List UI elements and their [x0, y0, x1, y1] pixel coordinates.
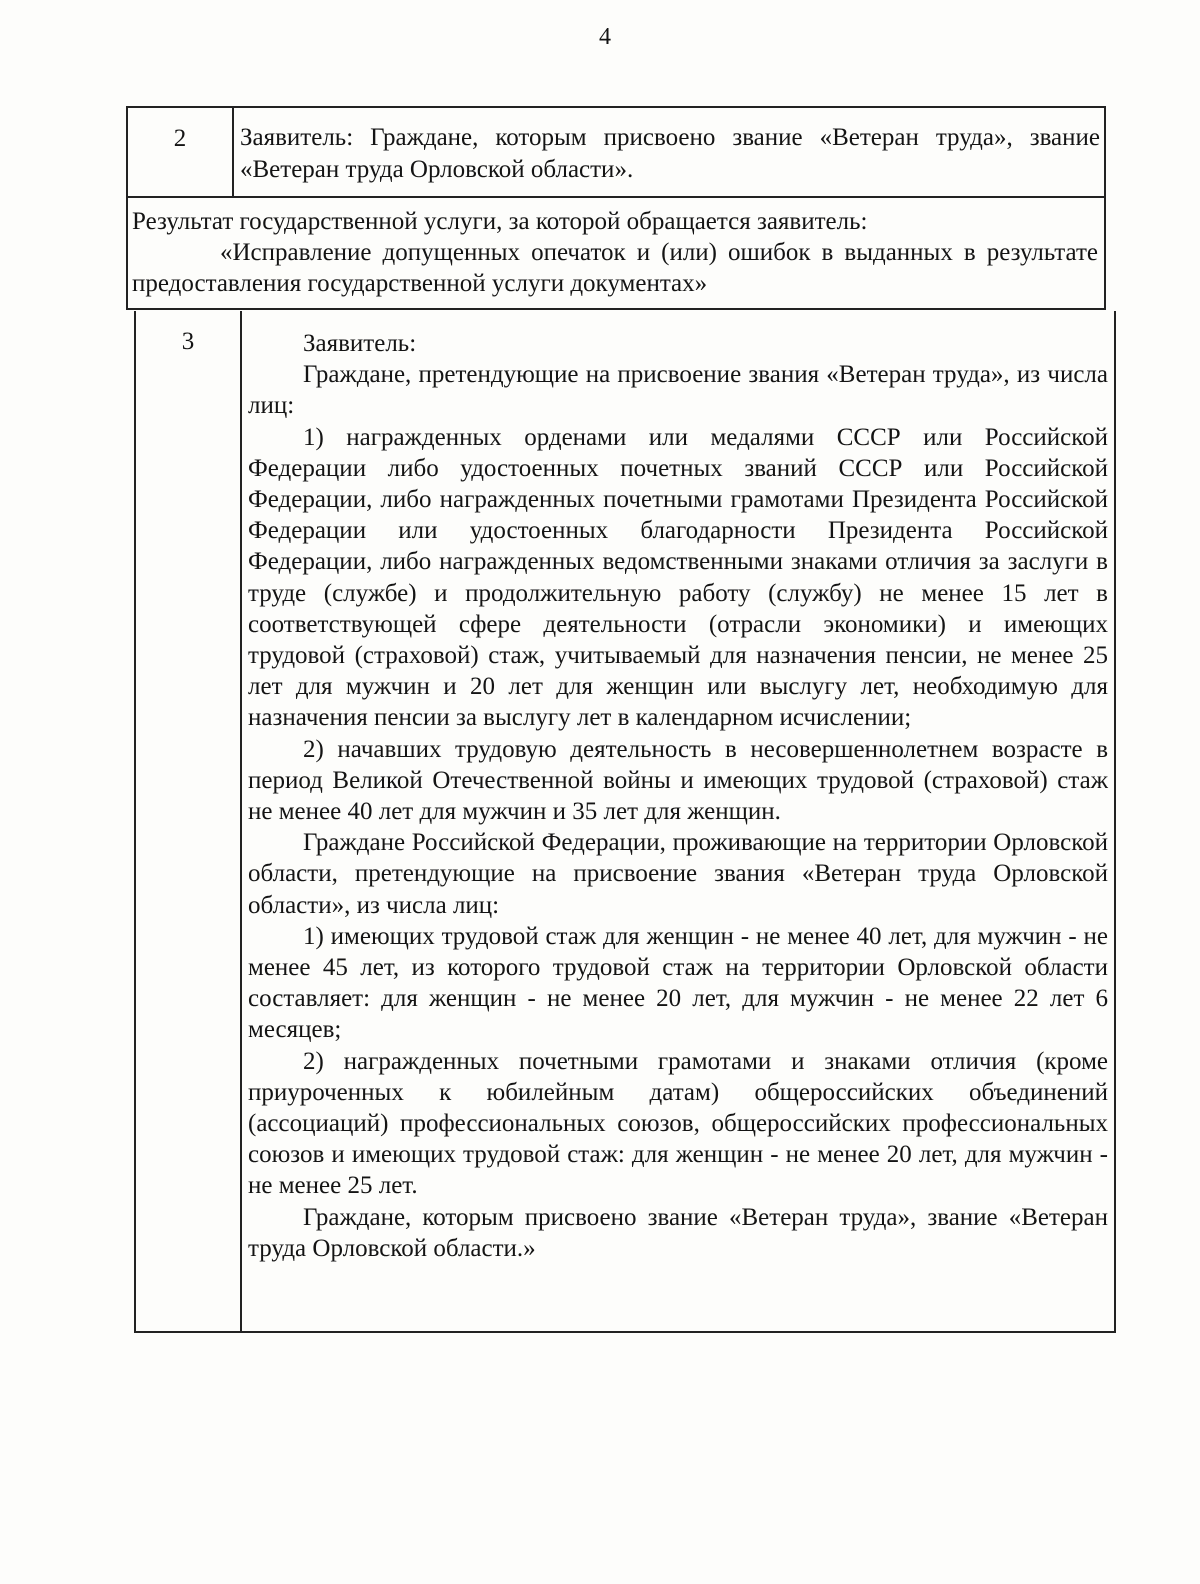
table-row-3: [134, 311, 1116, 1333]
page-number: 4: [599, 24, 611, 50]
table-row-2: [126, 106, 1106, 198]
paragraph: Граждане, претендующие на присвоение звания «Ветеран труда», из числа лиц:: [248, 361, 1108, 420]
service-result-heading: Результат государственной услуги, за которой обращается заявитель:: [132, 208, 868, 235]
row-number: 3: [136, 311, 242, 1331]
service-result-text: [132, 206, 1098, 299]
applicant-heading: Заявитель:: [303, 330, 417, 357]
service-result-value: «Исправление допущенных опечаток и (или) ошибок в выданных в результате предоставления государственной услуги документах»: [132, 239, 1098, 297]
row-number: 2: [128, 108, 234, 196]
row-2-text: Заявитель: Граждане, которым присвоено звание «Ветеран труда», звание «Ветеран труда Орловской области».: [240, 124, 1100, 183]
list-item: 2) начавших трудовую деятельность в несовершеннолетнем возрасте в период Великой Отечественной войны и имеющих трудовой (страховой) стаж не менее 40 лет для мужчин и 35 лет для женщин.: [248, 735, 1108, 826]
row-3-text: [248, 328, 1108, 1264]
service-result-row: [126, 196, 1106, 310]
paragraph: Граждане Российской Федерации, проживающие на территории Орловской области, претендующие на присвоение звания «Ветеран труда Орловской области», из числа лиц:: [248, 829, 1108, 919]
paragraph: Граждане, которым присвоено звание «Ветеран труда», звание «Ветеран труда Орловской области.»: [248, 1203, 1108, 1262]
list-item: 1) имеющих трудовой стаж для женщин - не менее 40 лет, для мужчин - не менее 45 лет, из которого трудовой стаж на территории Орловской области составляет: для женщин - не менее 20 лет, для мужчин - не менее 22 лет 6 месяцев;: [248, 922, 1108, 1044]
list-item: 1) награжденных орденами или медалями СССР или Российской Федерации либо удостоенных почетных званий СССР или Российской Федерации, либо награжденных почетными грамотами Президента Российской Федерации или удостоенных благодарности Президента Российской Федерации, либо награжденных ведомственными знаками отличия за заслуги в труде (службе) и продолжительную работу (службу) не менее 15 лет в соответствующей сфере деятельности (отрасли экономики) и имеющих трудовой (страховой) стаж, учитываемый для назначения пенсии, не менее 25 лет для мужчин и 20 лет для женщин или выслугу лет, необходимую для назначения пенсии за выслугу лет в календарном исчислении;: [248, 423, 1108, 732]
list-item: 2) награжденных почетными грамотами и знаками отличия (кроме приуроченных к юбилейным датам) общероссийских объединений (ассоциаций) профессиональных союзов, общероссийских профессиональных союзов и имеющих трудовой стаж: для женщин - не менее 20 лет, для мужчин - не менее 25 лет.: [248, 1047, 1108, 1200]
